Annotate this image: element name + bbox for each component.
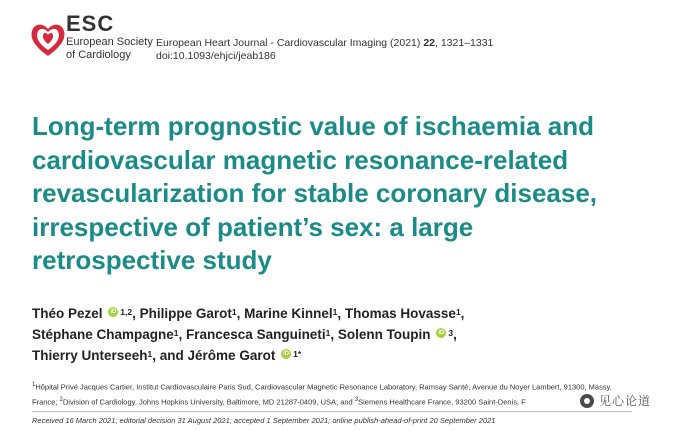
author-list (32, 303, 672, 366)
affiliation-text: Hôpital Privé Jacques Cartier, Institut Cardiovasculaire Paris Sud, Cardiovascular Magnetic Resonance Laboratory, Ramsay Santé, Avenue du Noyer Lambert, 91300, Massy, (35, 382, 612, 392)
affiliation-sup: 1 (32, 382, 36, 388)
journal-doi[interactable]: doi:10.1093/ehjci/jeab186 (156, 50, 276, 62)
affiliation-text: Siemens Healthcare France, 93200 Saint-Denis, F (358, 397, 526, 406)
author-affiliation-sup: 1 (332, 307, 338, 317)
journal-pages: , 1321–1331 (435, 37, 494, 49)
author-separator: , (460, 306, 465, 321)
esc-name-line2: of Cardiology (66, 49, 131, 61)
author-affiliation-sup: 1 (147, 349, 153, 359)
author-affiliation-sup: 1 (173, 328, 179, 338)
esc-brand (66, 12, 153, 62)
author-name[interactable]: , Marine Kinnel (236, 306, 333, 321)
title-line-2: cardiovascular magnetic resonance-related (32, 144, 569, 175)
watermark (580, 392, 651, 409)
title-line-4: irrespective of patient’s sex: a large (32, 211, 474, 242)
journal-name: European Heart Journal - Cardiovascular Imaging (2021) (156, 37, 424, 49)
affiliation-sup: 2 (59, 396, 63, 403)
author-affiliation-sup: 1 (325, 328, 331, 338)
author-name[interactable]: Stéphane Champagne (32, 327, 174, 342)
author-line-1 (32, 303, 672, 324)
author-name[interactable]: , Solenn Toupin (330, 327, 431, 342)
author-name[interactable]: , Thomas Hovasse (337, 306, 456, 321)
author-name[interactable]: , and Jérôme Garot (152, 348, 276, 363)
journal-reference (156, 37, 493, 50)
affiliations (32, 379, 652, 408)
divider (32, 411, 632, 412)
author-name[interactable]: , Philippe Garot (132, 306, 232, 321)
author-affiliation-sup: 1 (231, 307, 237, 317)
orcid-icon[interactable] (281, 349, 291, 359)
title-line-5: retrospective study (32, 245, 272, 275)
affiliation-line-2 (32, 394, 652, 409)
journal-citation (156, 37, 493, 63)
affiliation-text: France; (32, 397, 60, 406)
publication-dates: Received 16 March 2021; editorial decision 31 August 2021; accepted 1 September 2021; online publish-ahead-of-print 20 September 2021 (32, 416, 496, 425)
journal-volume: 22 (423, 37, 435, 49)
affiliation-sup: 3 (354, 396, 359, 403)
author-affiliation-sup: 3 (448, 328, 454, 338)
orcid-icon[interactable] (436, 328, 446, 338)
article-title (32, 110, 672, 278)
orcid-icon[interactable] (108, 307, 118, 317)
watermark-logo-icon (580, 394, 594, 408)
title-line-3: revascularization for stable coronary disease, (32, 178, 598, 208)
author-name[interactable]: Thierry Unterseeh (32, 348, 148, 363)
esc-abbreviation: ESC (66, 11, 115, 36)
author-line-2 (32, 324, 672, 345)
esc-name-line1: European Society (66, 36, 153, 48)
esc-heart-logo-icon (28, 20, 68, 60)
author-separator: , (453, 327, 457, 342)
affiliation-text: Division of Cardiology, Johns Hopkins University, Baltimore, MD 21287-0409, USA; and (62, 397, 355, 406)
author-line-3 (32, 345, 672, 366)
author-affiliation-sup: 1* (293, 349, 302, 359)
title-line-1: Long-term prognostic value of ischaemia and (32, 111, 594, 141)
watermark-text: 见心论道 (599, 394, 652, 408)
author-affiliation-sup: 1,2 (120, 307, 133, 317)
author-name[interactable]: Théo Pezel (32, 306, 103, 321)
author-affiliation-sup: 1 (455, 307, 461, 317)
affiliation-line-1 (32, 379, 652, 394)
author-name[interactable]: , Francesca Sanguineti (178, 327, 326, 342)
